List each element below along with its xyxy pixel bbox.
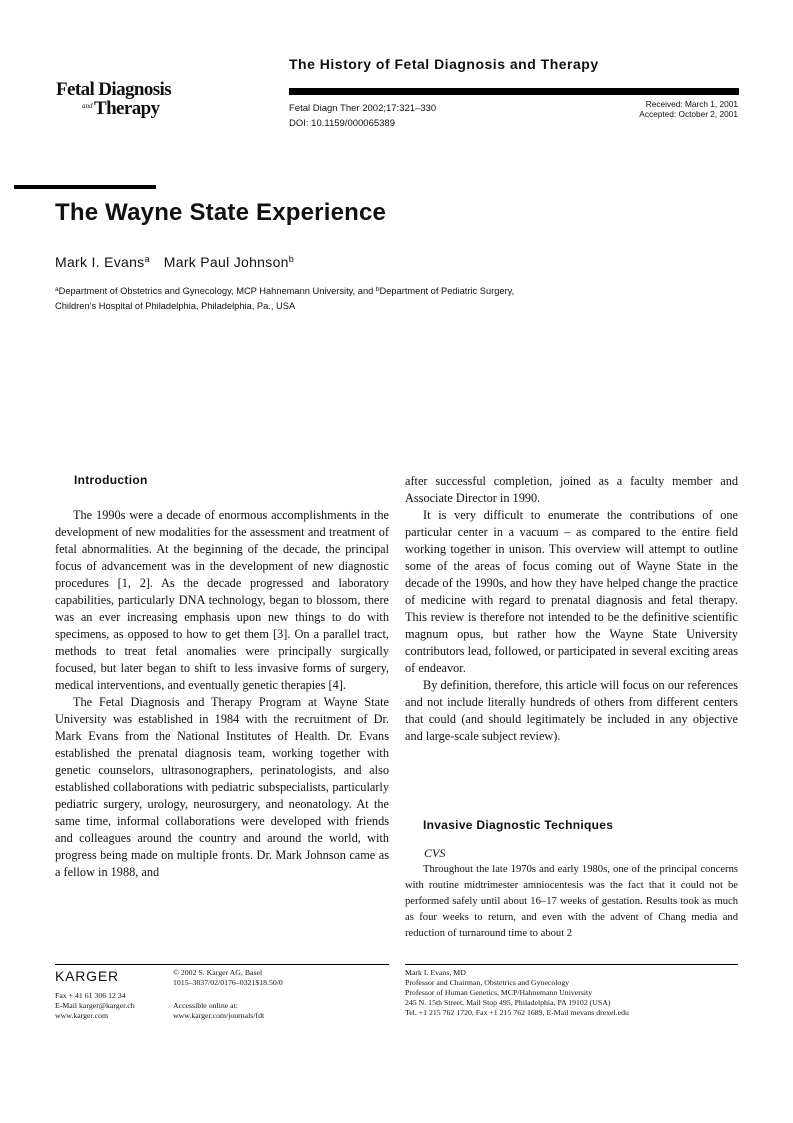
- accessible-label: Accessible online at:: [173, 1001, 238, 1010]
- title-rule: [14, 185, 156, 189]
- author-2: Mark Paul Johnson: [163, 254, 289, 270]
- copyright-block: [173, 968, 283, 988]
- corr-contact: Tel. +1 215 762 1720, Fax +1 215 762 1689, E-Mail mevans drexel.edu: [405, 1008, 629, 1017]
- accessible-url[interactable]: www.karger.com/journals/fdt: [173, 1011, 265, 1020]
- copyright: © 2002 S. Karger AG, Basel: [173, 968, 263, 977]
- corr-title-2: Professor of Human Genetics, MCP/Hahnemann University: [405, 988, 593, 997]
- section-heading-introduction: Introduction: [74, 473, 148, 487]
- affil-a-sup: a: [55, 286, 59, 293]
- footer-rule-left: [55, 964, 389, 965]
- publisher-contact: [55, 991, 135, 1021]
- affil-b-line2: Children’s Hospital of Philadelphia, Philadelphia, Pa., USA: [55, 300, 296, 311]
- author-list: [55, 254, 294, 270]
- online-access: [173, 1001, 264, 1021]
- issn: 1015–3837/02/0176–0321$18.50/0: [173, 978, 283, 987]
- corr-address: 245 N. 15th Street, Mail Stop 495, Philadelphia, PA 19102 (USA): [405, 998, 611, 1007]
- section-heading-invasive: Invasive Diagnostic Techniques: [423, 818, 614, 832]
- accepted-date: Accepted: October 2, 2001: [639, 109, 738, 119]
- article-title: The Wayne State Experience: [55, 199, 387, 226]
- citation-block: [289, 101, 436, 131]
- journal-logo-line1: Fetal Diagnosis: [56, 79, 172, 100]
- cvs-text: [405, 862, 738, 942]
- right-paragraph-1: after successful completion, joined as a faculty member and Associate Director in 1990.: [405, 474, 738, 505]
- correspondence: [405, 968, 629, 1018]
- affil-a: Department of Obstetrics and Gynecology, MCP Hahnemann University, and: [58, 286, 376, 296]
- journal-logo-and: and: [82, 102, 93, 110]
- intro-paragraph-1: The 1990s were a decade of enormous accomplishments in the development of new modalities for the assessment and treatment of fetal abnormalities. At the beginning of the decade, the principal focus of advancement was in the development of new diagnostic procedures [1, 2]. As the decade progressed and laboratory capabilities, particularly DNA technology, began to blossom, there was an ever increasing emphasis upon new things to do with specimens, as opposed to how to get them [3]. On a parallel tract, methods to treat fetal anomalies were principally surgically focused, but later began to shift to less invasive forms of surgery, medical interventions, and eventually genetic therapies [4].: [55, 508, 389, 692]
- affiliations: [55, 283, 655, 313]
- publisher-web[interactable]: www.karger.com: [55, 1011, 109, 1020]
- left-column: [55, 507, 389, 881]
- article-dates: [560, 99, 738, 119]
- header-bar: [289, 88, 739, 95]
- right-paragraph-3: By definition, therefore, this article will focus on our references and not include literally hundreds of others from different centers that could (and should legitimately be included in any objective and large-scale subject review).: [405, 678, 738, 743]
- publisher-fax: Fax + 41 61 306 12 34: [55, 991, 126, 1000]
- cvs-paragraph-1: Throughout the late 1970s and early 1980s, one of the principal concerns with routine midtrimester amniocentesis was the fact that it could not be performed safely until about 16–17 weeks of gestation. Results took as much as four weeks to return, and even with the advent of Chang media and reduction of turnaround time to about 2: [405, 864, 738, 939]
- affil-b-sup: b: [375, 286, 380, 293]
- doi[interactable]: DOI: 10.1159/000065389: [289, 118, 395, 129]
- right-column: [405, 473, 738, 745]
- author-1-sup: a: [144, 254, 150, 264]
- right-paragraph-2: It is very difficult to enumerate the contributions of one particular center in a vacuum – as compared to the entire field working together in unison. This overview will attempt to outline some of the areas of focus coming out of Wayne State in the decade of the 1990s, and how they have helped change the practice of medicine with regard to prenatal diagnosis and fetal therapy. This review is therefore not intended to be the definitive scientific magnum opus, but rather how the Wayne State University contributors lead, followed, or participated in several exciting areas of endeavor.: [405, 508, 738, 675]
- subsection-heading-cvs: CVS: [424, 846, 446, 860]
- author-1: Mark I. Evans: [55, 254, 145, 270]
- received-date: Received: March 1, 2001: [645, 99, 738, 109]
- affil-b-line1: Department of Pediatric Surgery,: [379, 286, 515, 296]
- corr-title-1: Professor and Chairman, Obstetrics and Gynecology: [405, 978, 570, 987]
- publisher-email[interactable]: E-Mail karger@karger.ch: [55, 1001, 135, 1010]
- intro-paragraph-2: The Fetal Diagnosis and Therapy Program at Wayne State University was established in 1984 with the recruitment of Dr. Mark Evans from the National Institutes of Health. Dr. Evans established the prenatal diagnosis team, working together with genetic counselors, ultrasonographers, perinatologists, and also established collaborations with pediatric subspecialists, particularly pediatric surgery, urology, neurosurgery, and neonatology. At the same time, informal collaborations were developed with friends and colleagues around the country and around the world, with progress being made on multiple fronts. Dr. Mark Johnson came as a fellow in 1988, and: [55, 695, 389, 879]
- series-title: The History of Fetal Diagnosis and Therapy: [289, 56, 599, 72]
- citation: Fetal Diagn Ther 2002;17:321–330: [289, 103, 437, 114]
- author-2-sup: b: [288, 254, 295, 264]
- journal-logo-line2: Therapy: [94, 98, 160, 119]
- publisher-logo: KARGER: [55, 968, 119, 984]
- footer-rule-right: [405, 964, 738, 965]
- corr-name: Mark I. Evans, MD: [405, 968, 466, 977]
